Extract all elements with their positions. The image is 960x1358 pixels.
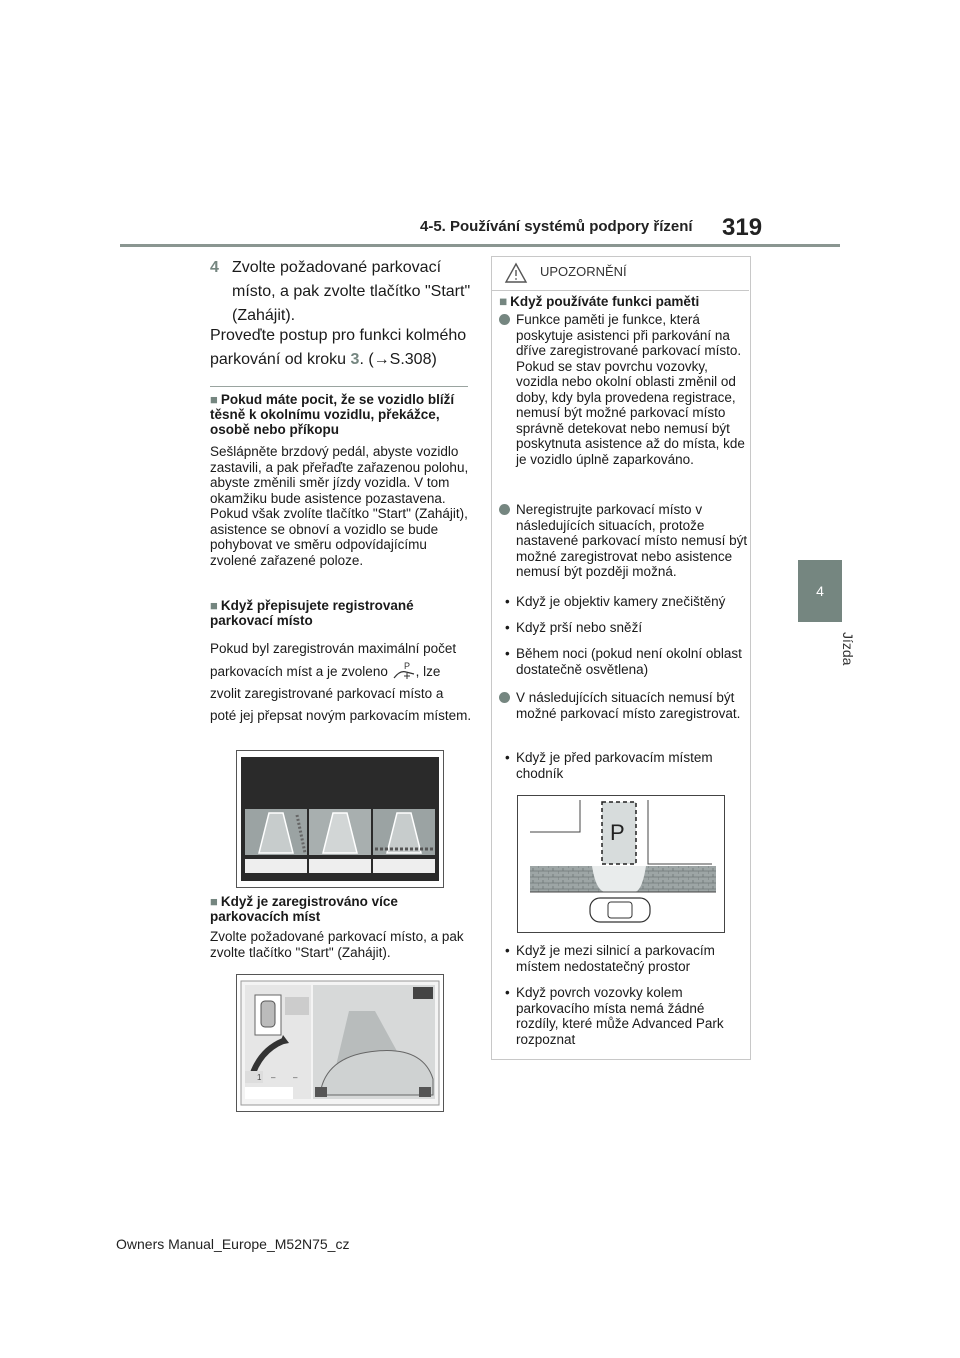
square-bullet-icon: ■ xyxy=(210,598,218,613)
sub-item-text: Když prší nebo sněží xyxy=(516,620,643,635)
sidewalk-illustration xyxy=(517,795,725,933)
square-bullet-icon: ■ xyxy=(210,894,218,909)
slot-dash: – xyxy=(293,1073,298,1082)
round-bullet-icon xyxy=(499,692,510,703)
sub-item-text: Během noci (pokud není okolní oblast dostatečně osvětlena) xyxy=(516,646,742,677)
section-heading xyxy=(210,392,472,437)
slot-label: 1 xyxy=(257,1073,262,1082)
svg-text:P: P xyxy=(403,661,410,671)
section-heading xyxy=(210,598,472,628)
screen-illustration xyxy=(237,751,443,887)
sub-item-text: Když je objektiv kamery znečištěný xyxy=(516,594,726,609)
bullet-text: V následujících situacích nemusí být možné parkovací místo zaregistrovat. xyxy=(516,690,741,721)
sidewalk-diagram xyxy=(518,796,724,932)
section-body-part2: , lze zvolit zaregistrované parkovací místo a poté jej přepsat novým parkovacím místem. xyxy=(210,664,472,723)
warning-title: UPOZORNĚNÍ xyxy=(540,264,627,279)
section-heading xyxy=(210,894,472,924)
step-number: 4 xyxy=(210,259,219,276)
square-bullet-icon: ■ xyxy=(210,392,218,407)
section-body xyxy=(210,638,472,727)
slot-dash: – xyxy=(271,1073,276,1082)
heading-text: Pokud máte pocit, že se vozidlo blíží těsně k okolnímu vozidlu, překážce, osobě nebo příkopu xyxy=(210,392,455,437)
chapter-tab: 4 xyxy=(798,560,842,622)
heading-text: Když je zaregistrováno více parkovacích míst xyxy=(210,894,398,924)
warning-bullet xyxy=(499,502,749,582)
round-bullet-icon xyxy=(499,504,510,515)
bullet-text: Funkce paměti je funkce, která poskytuje asistenci při parkování na dříve zaregistrované parkovací místo. Pokud se stav povrchu vozovky, vozidla nebo okolní oblasti změnil od doby, kdy byla provedena registrace, nemusí být možné parkovací místo správně detekovat nebo nemusí být poskytnuta asistence až do místa, kde je vozidlo úplně zaparkováno. xyxy=(516,312,745,467)
header-rule xyxy=(120,244,840,247)
heading-text: Když přepisujete registrované parkovací místo xyxy=(210,598,414,628)
sub-item-text: Když je před parkovacím místem chodník xyxy=(516,750,713,781)
step-text: Zvolte požadované parkovací místo, a pak zvolte tlačítko "Start" (Zahájit). xyxy=(232,259,471,324)
square-bullet-icon: ■ xyxy=(499,294,508,309)
step-detail-text: Proveďte postup pro funkci kolmého parkování od kroku xyxy=(210,327,467,368)
parking-letter: P xyxy=(610,820,625,845)
parking-selection-screen xyxy=(236,750,444,888)
sub-item-text: Když je mezi silnicí a parkovacím místem nedostatečný prostor xyxy=(516,943,715,974)
page-footer: Owners Manual_Europe_M52N75_cz xyxy=(116,1236,350,1252)
memory-parking-icon xyxy=(392,660,416,680)
warning-triangle-icon xyxy=(504,262,528,284)
page-number: 319 xyxy=(722,214,763,241)
section-divider xyxy=(210,386,468,387)
section-body: Zvolte požadované parkovací místo, a pak zvolte tlačítko "Start" (Zahájit). xyxy=(210,929,464,960)
round-bullet-icon xyxy=(499,314,510,325)
warning-bullet xyxy=(499,690,749,740)
heading-text: Když používáte funkci paměti xyxy=(510,294,700,309)
screen-illustration-2 xyxy=(237,975,443,1111)
section-body: Sešlápněte brzdový pedál, abyste vozidlo zastavili, a pak přeřaďte zařazenou polohu, abyste změnili směr jízdy vozidla. V tom okamžiku bude asistence pozastavena. Pokud však zvolíte tlačítko "Start" (Zahájit), asistence se obnoví a vozidlo se bude pohybovat ve směru odpovídajícímu zvolené zařazené poloze. xyxy=(210,444,469,568)
step-ref-number: 3 xyxy=(350,351,360,368)
bullet-text: Neregistrujte parkovací místo v následujících situacích, protože nastavené parkovací místo nemusí být možné zaregistrovat nebo asistence nemusí být později možná. xyxy=(516,502,748,579)
warning-section-heading xyxy=(499,294,745,309)
sub-item-text: Když povrch vozovky kolem parkovacího místa nemá žádné rozdíly, které může Advanced Park rozpoznat xyxy=(516,985,724,1047)
warning-bullet xyxy=(499,312,749,492)
chapter-label: Jízda xyxy=(840,632,856,666)
multi-space-screen xyxy=(236,974,444,1112)
section-title: 4-5. Používání systémů podpory řízení xyxy=(420,218,693,235)
section-body-part1: Pokud byl zaregistrován maximální počet parkovacích míst a je zvoleno xyxy=(210,641,457,679)
step-detail xyxy=(210,324,480,372)
step-detail-ref: . (→S.308) xyxy=(359,351,437,368)
